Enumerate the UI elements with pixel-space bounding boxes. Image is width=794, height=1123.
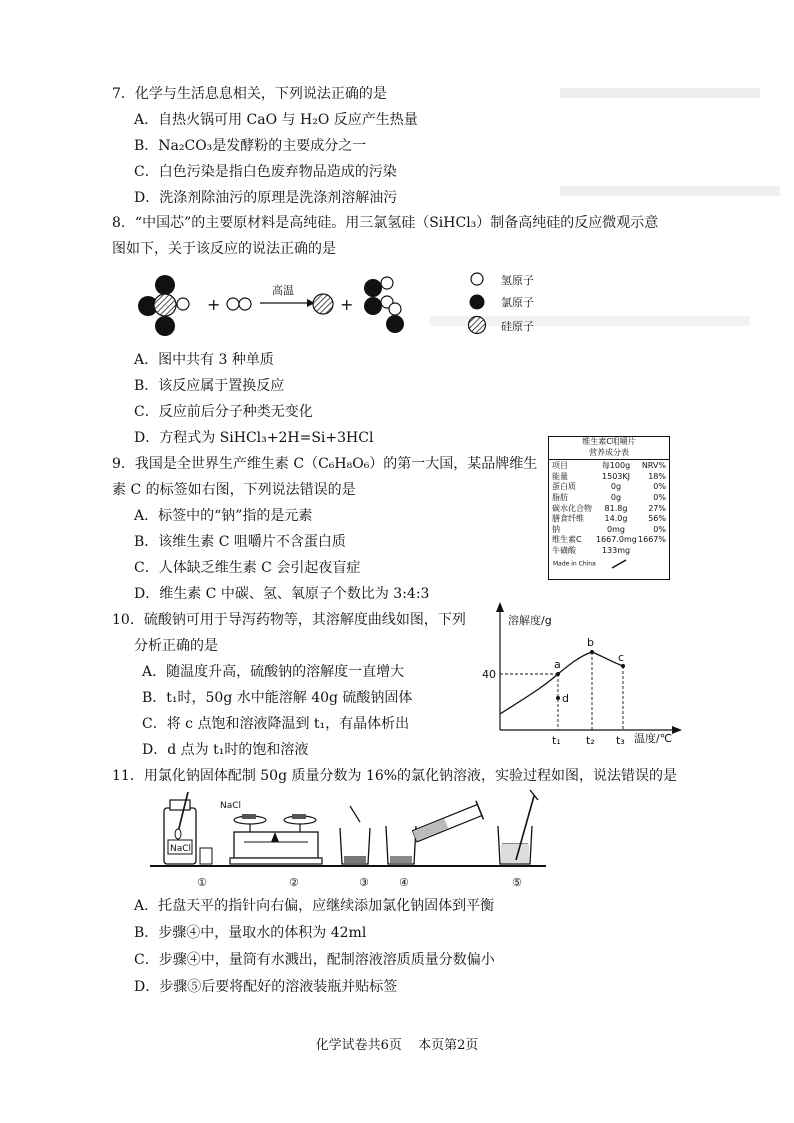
q7-option-a: A．自热火锅可用 CaO 与 H₂O 反应产生热量: [134, 112, 418, 128]
q8-option-a: A．图中共有 3 种单质: [134, 352, 274, 368]
q7-option-d: D．洗涤剂除油污的原理是洗涤剂溶解油污: [134, 190, 398, 206]
solubility-curve-graph: [470, 600, 710, 750]
point-b: b: [587, 636, 594, 649]
svg-text:+: +: [340, 295, 354, 314]
atom-legend: [469, 273, 535, 334]
balance-scale: [220, 801, 322, 864]
signature-mark: [610, 559, 630, 569]
q9-stem-line1: 9．我国是全世界生产维生素 C（C₆H₈O₆）的第一大国，某品牌维生: [112, 456, 538, 472]
reaction-condition: 高温: [272, 284, 294, 297]
label-row: 脂肪 0g 0%: [552, 492, 666, 502]
reagent-bottle: [164, 792, 212, 864]
q8-option-d: D．方程式为 SiHCl₃+2H=Si+3HCl: [134, 430, 374, 446]
label-row: 膳食纤维 14.0g 56%: [552, 514, 666, 524]
q7-stem: 7．化学与生活息息相关，下列说法正确的是: [112, 86, 387, 102]
q9-option-c: C．人体缺乏维生素 C 会引起夜盲症: [134, 560, 361, 576]
q10-option-c: C．将 c 点饱和溶液降温到 t₁，有晶体析出: [142, 716, 410, 732]
q11-stem: 11．用氯化钠固体配制 50g 质量分数为 16%的氯化钠溶液，实验过程如图，说法错误的是: [112, 768, 678, 784]
q8-reaction-diagram: [135, 266, 595, 346]
q7-option-c: C．白色污染是指白色废弃物品造成的污染: [134, 164, 397, 180]
label-row: 蛋白质 0g 0%: [552, 482, 666, 492]
q9-option-a: A．标签中的“钠”指的是元素: [134, 508, 313, 524]
q11-experiment-figure: [150, 786, 550, 890]
legend-silicon: 硅原子: [501, 320, 534, 333]
label-subtitle: 营养成分表: [549, 448, 669, 461]
q10-stem-line1: 10．硫酸钠可用于导泻药物等，其溶解度曲线如图，下列: [112, 612, 466, 628]
label-row: 钠 0mg 0%: [552, 524, 666, 534]
point-c: c: [618, 651, 625, 664]
point-a: a: [554, 658, 561, 671]
q9-option-b: B．该维生素 C 咀嚼片不含蛋白质: [134, 534, 346, 550]
footer-total-pages: 化学试卷共6页: [315, 1038, 402, 1053]
q8-option-c: C．反应前后分子种类无变化: [134, 404, 313, 420]
x-tick-t2: t₂: [586, 734, 595, 747]
balance-label: NaCl: [220, 801, 242, 811]
x-tick-t1: t₁: [552, 734, 561, 747]
q11-option-c: C．步骤④中，量筒有水溅出，配制溶液溶质质量分数偏小: [134, 952, 495, 968]
q7-option-b: B．Na₂CO₃是发酵粉的主要成分之一: [134, 138, 367, 154]
q8-stem-line2: 图如下，关于该反应的说法正确的是: [112, 241, 336, 257]
q8-stem-line1: 8．“中国芯”的主要原材料是高纯硅。用三氯氢硅（SiHCl₃）制备高纯硅的反应微观示意: [112, 215, 659, 231]
x-tick-t3: t₃: [616, 734, 625, 747]
label-made-in: Made in China: [549, 559, 669, 570]
bottle-label: NaCl: [170, 844, 192, 854]
q10-option-a: A．随温度升高，硫酸钠的溶解度一直增大: [142, 664, 405, 680]
svg-text:+: +: [207, 295, 221, 314]
label-row: 项目 每100g NRV%: [552, 461, 666, 471]
label-row: 能量 1503KJ 18%: [552, 471, 666, 481]
step-3: ③: [359, 876, 369, 889]
q10-option-b: B．t₁时，50g 水中能溶解 40g 硫酸钠固体: [142, 690, 413, 706]
q10-stem-line2: 分析正确的是: [134, 638, 218, 654]
step-1: ①: [197, 876, 207, 889]
q11-option-d: D．步骤⑤后要将配好的溶液装瓶并贴标签: [134, 979, 398, 995]
y-tick-40: 40: [482, 668, 496, 681]
legend-chlorine: 氯原子: [501, 296, 534, 309]
q11-option-b: B．步骤④中，量取水的体积为 42ml: [134, 925, 367, 941]
page-footer: [0, 1034, 794, 1053]
beaker-step3: [340, 806, 370, 864]
x-axis-label: 温度/℃: [634, 732, 673, 745]
sihcl3-molecule: [138, 275, 189, 336]
beaker-step4: [386, 801, 483, 864]
footer-page-number: 本页第2页: [418, 1038, 479, 1053]
label-row: 碳水化合物 81.8g 27%: [552, 503, 666, 513]
q8-option-b: B．该反应属于置换反应: [134, 378, 285, 394]
step-2: ②: [289, 876, 299, 889]
label-title: 维生素C咀嚼片: [582, 437, 636, 446]
q9-stem-line2: 素 C 的标签如右图，下列说法错误的是: [112, 482, 356, 498]
beaker-step5: [498, 790, 538, 864]
step-4: ④: [399, 876, 409, 889]
h2-molecule: [227, 298, 251, 310]
q11-option-a: A．托盘天平的指针向右偏，应继续添加氯化钠固体到平衡: [134, 898, 495, 914]
si-atom: [313, 294, 333, 314]
hcl-molecules: [364, 277, 404, 333]
vitamin-c-label: [548, 436, 670, 580]
point-d: d: [562, 692, 569, 705]
label-row: 维生素C 1667.0mg 1667%: [552, 535, 666, 545]
label-row: 牛磺酸 133mg: [552, 545, 631, 555]
q10-option-d: D．d 点为 t₁时的饱和溶液: [142, 742, 309, 758]
y-axis-label: 溶解度/g: [508, 614, 552, 627]
legend-hydrogen: 氢原子: [501, 274, 534, 287]
step-5: ⑤: [512, 876, 522, 889]
q9-option-d: D．维生素 C 中碳、氢、氧原子个数比为 3:4:3: [134, 586, 430, 602]
